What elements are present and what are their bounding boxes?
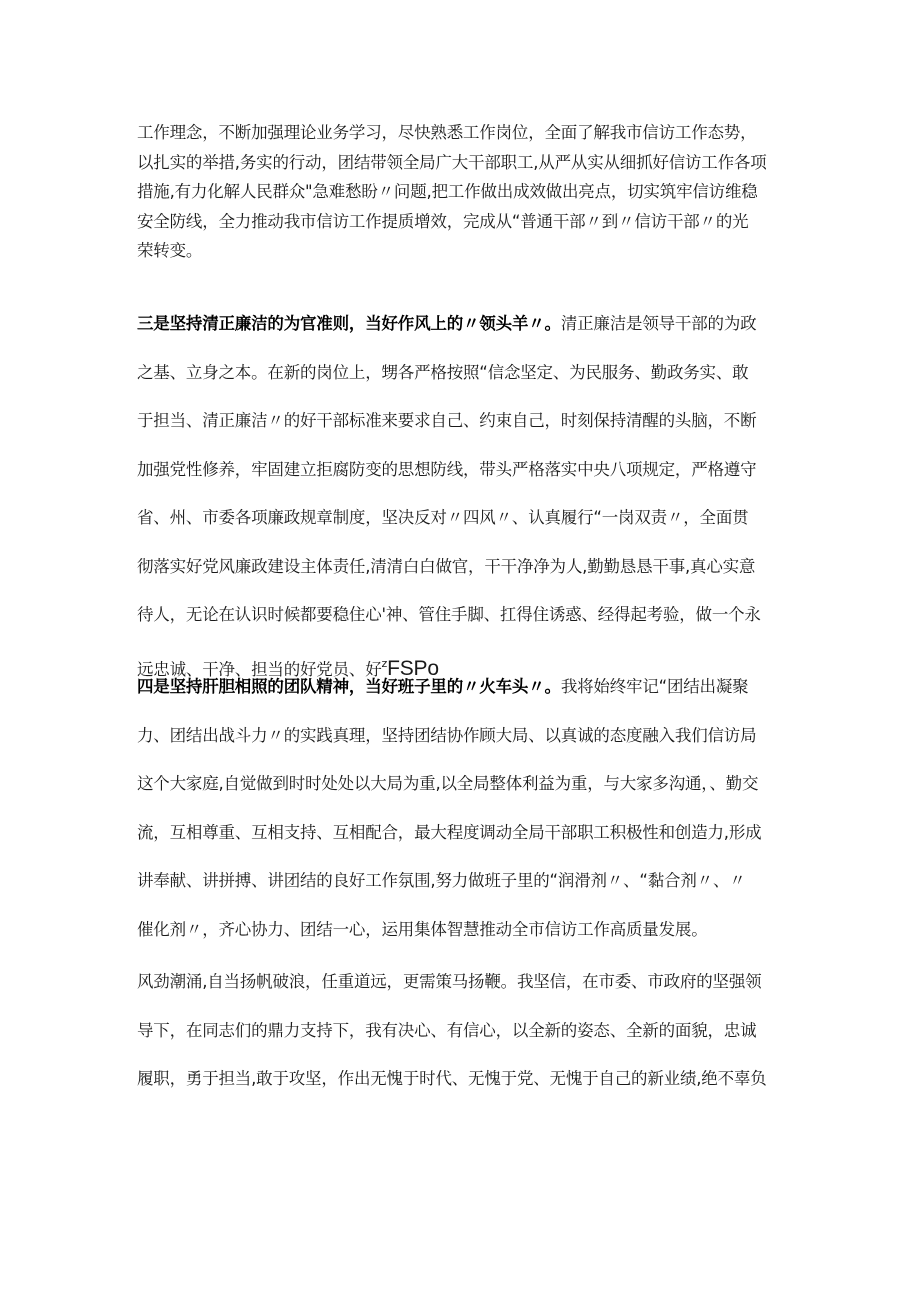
paragraph-work-philosophy [137,118,787,266]
text-line: 力、团结出战斗力〃的实践真理，坚持团结协作顾大局、以真诚的态度融入我们信访局 [137,725,757,745]
text-line: 导下，在同志们的鼎力支持下，我有决心、有信心，以全新的姿态、全新的面貌，忠诚 [137,1020,757,1040]
text-line: 荣转变。 [137,241,203,260]
text-line: 于担当、清正廉洁〃的好干部标准来要求自己、约束自己，时刻保持清醒的头脑，不断 [137,411,757,430]
text-line: 加强党性修养，牢固建立拒腐防变的思想防线，带头严格落实中央八项规定，严格遵守 [137,459,757,479]
text-line: 催化剂〃，齐心协力、团结一心，运用集体智慧推动全市信访工作高质量发展。 [137,919,708,939]
text-line: 风劲潮涌,自当扬帆破浪，任重道远，更需策马扬鞭。我坚信，在市委、市政府的坚强领 [137,972,762,991]
text-line: 省、州、市委各项廉政规章制度，坚决反对〃四风〃、认真履行“一岗双责〃，全面贯 [137,508,749,527]
text-segment: 远忠诚、干净、担当的好党员、好 [137,659,382,679]
section-heading: 四是坚持肝胆相照的团队精神，当好班子里的〃火车头〃。 [137,677,561,696]
text-line: 这个大家庭,自觉做到时时处处以大局为重,以全局整体利益为重，与大家多沟通，、勤交 [137,774,759,793]
text-line [137,300,787,349]
paragraph-conclusion [137,958,787,1104]
text-line: 措施,有力化解人民群众"急难愁盼〃问题,把工作做出成效做出亮点，切实筑牢信访维稳 [137,182,758,201]
text-garbled-segment: FSPo [387,656,439,680]
paragraph-integrity [137,300,787,694]
paragraph-team-spirit [137,663,787,954]
text-line: 履职，勇于担当,敢于攻坚，作出无愧于时代、无愧于党、无愧于自己的新业绩,绝不辜负 [137,1069,767,1088]
text-line: 工作理念，不断加强理论业务学习，尽快熟悉工作岗位，全面了解我市信访工作态势， [137,123,757,142]
text-line: 安全防线，全力推动我市信访工作提质增效，完成从“普通干部〃到〃信访干部〃的光 [137,211,749,231]
section-heading: 三是坚持清正廉洁的为官准则，当好作风上的〃领头羊〃。 [137,314,561,333]
text-segment: 清正廉洁是领导干部的为政 [560,314,757,333]
text-superscript: z [381,656,388,670]
text-segment: 我将始终牢记“团结出凝聚 [560,677,749,696]
text-line: 之基、立身之本。在新的岗位上，甥各严格按照“信念坚定、为民服务、勤政务实、敢 [137,362,749,382]
text-line: 以扎实的举措,务实的行动，团结带领全局广大干部职工,从严从实从细抓好信访工作各项 [137,152,767,172]
text-line: 流，互相尊重、互相支持、互相配合，最大程度调动全局干部职工积极性和创造力,形成 [137,822,762,842]
text-line: 彻落实好党风廉政建设主体责任,清清白白做官，干干净净为人,勤勤恳恳干事,真心实意 [137,556,756,576]
text-line: 待人，无论在认识时候都要稳住心'神、管住手脚、扛得住诱惑、经得起考验，做一个永 [137,605,761,624]
text-line: 讲奉献、讲拼搏、讲团结的良好工作氛围,努力做班子里的“润滑剂〃、“黏合剂〃、〃 [137,871,746,890]
text-line [137,663,787,712]
